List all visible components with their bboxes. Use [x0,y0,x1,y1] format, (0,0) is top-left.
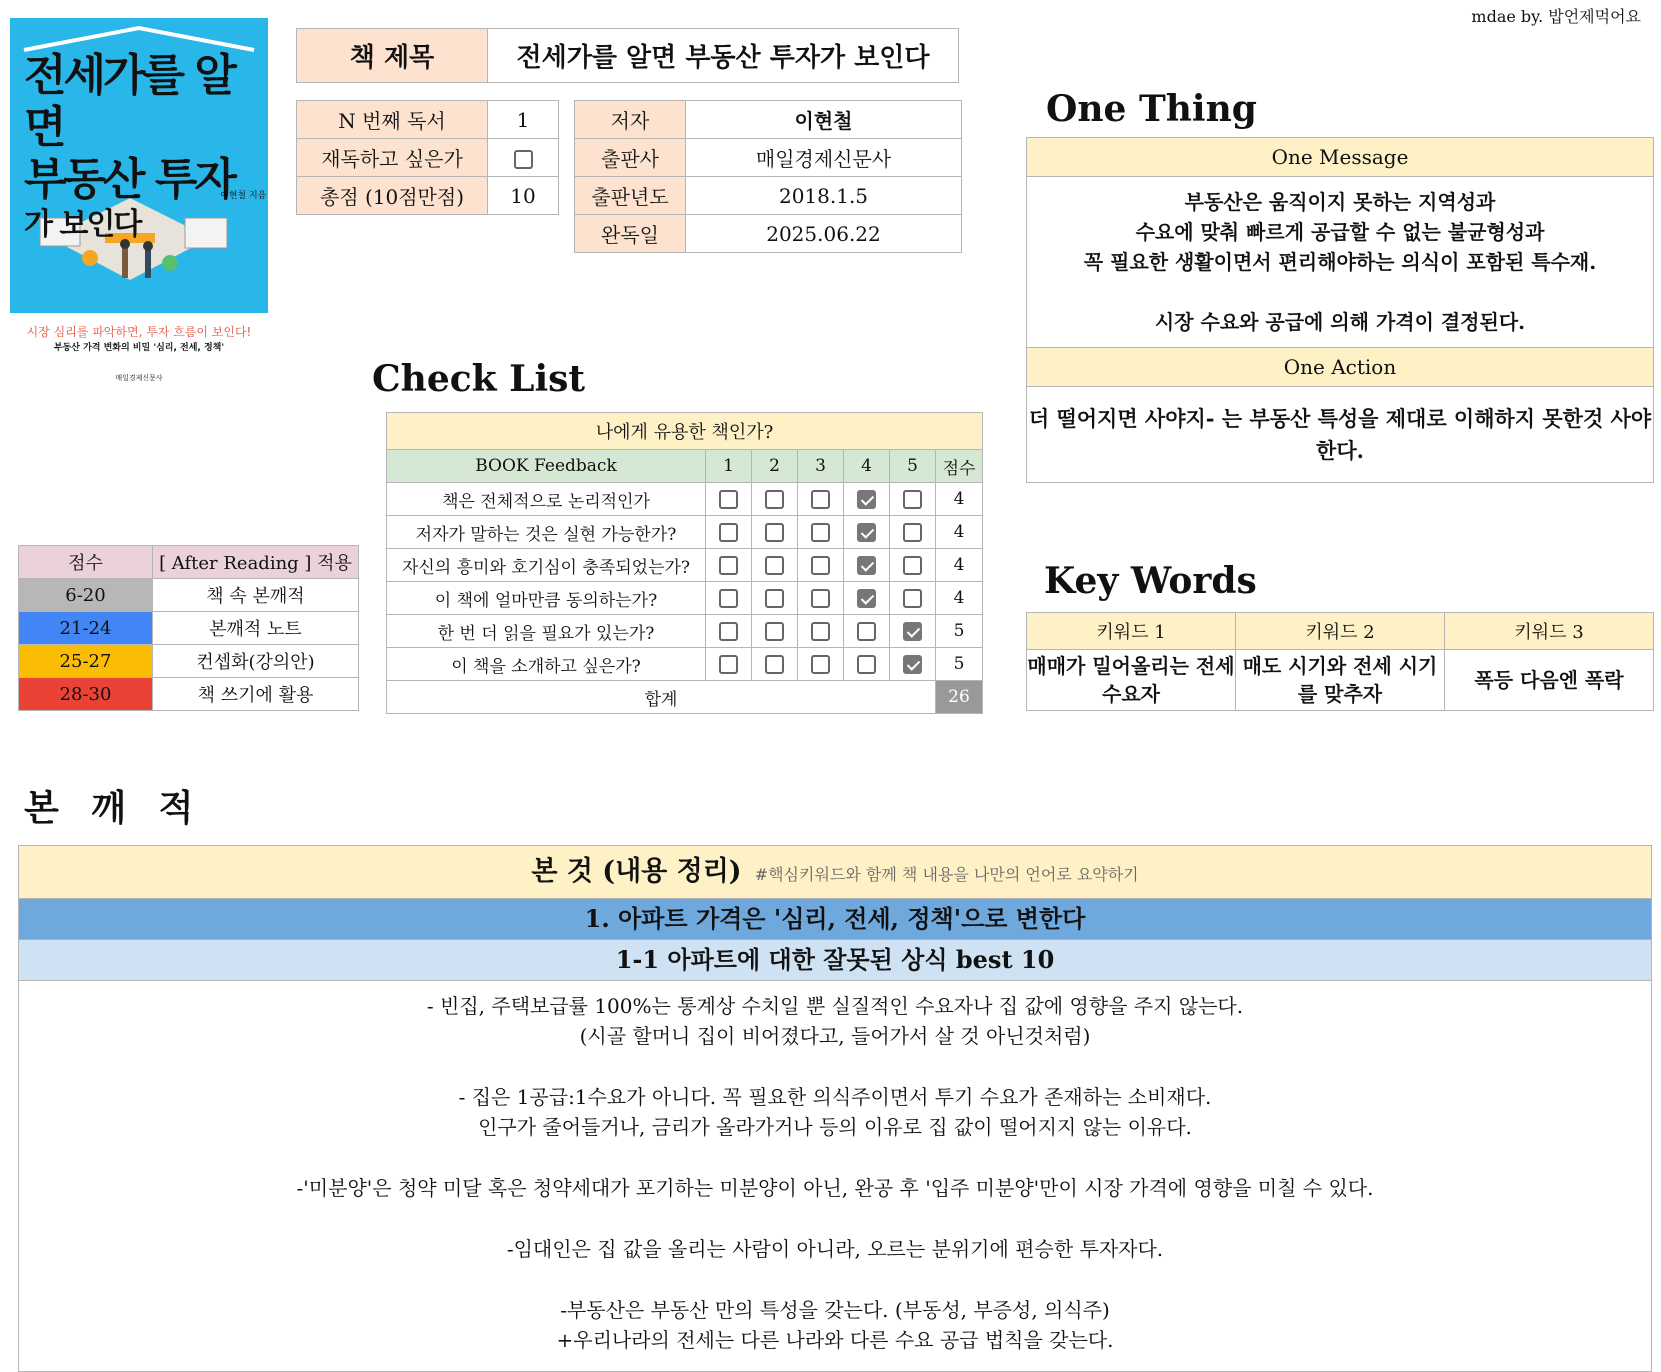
summary-line: - 빈집, 주택보급률 100%는 통계상 수치일 뿐 실질적인 수요자나 집 값에 영향을 주지 않는다. [426,994,1244,1018]
summary-paragraph [19,1173,1651,1203]
seen-tag: #핵심키워드와 함께 책 내용을 나만의 언어로 요약하기 [754,865,1139,884]
check-row [387,483,983,516]
summary-line: (시골 할머니 집이 비어졌다고, 들어가서 살 것 아닌것처럼) [579,1024,1091,1048]
rating-checkbox-1[interactable] [719,523,738,542]
cover-title-line1: 전세가를 알면 [24,50,234,153]
col-3: 3 [798,450,844,483]
keyword-2-value: 매도 시기와 전세 시기를 맞추자 [1236,650,1445,711]
check-row [387,516,983,549]
score-legend-table [18,545,359,711]
book-title-table [296,28,959,83]
total-score-value: 10 [488,177,559,215]
finished-date-value: 2025.06.22 [686,215,962,253]
check-row [387,615,983,648]
rating-checkbox-5[interactable] [903,490,922,509]
legend-row [19,579,359,612]
bkj-heading: 본 깨 적 [24,788,204,829]
col-score: 점수 [936,450,983,483]
rating-checkbox-3[interactable] [811,523,830,542]
message-line: 꼭 필요한 생활이면서 편리해야하는 의식이 포함된 특수재. [1083,250,1597,274]
rating-checkbox-1[interactable] [719,556,738,575]
pub-year-value: 2018.1.5 [686,177,962,215]
rating-checkbox-2[interactable] [765,490,784,509]
rating-checkbox-3[interactable] [811,622,830,641]
legend-range: 28-30 [19,678,153,711]
col-1: 1 [706,450,752,483]
check-list-table [386,412,983,714]
keyword-3-label: 키워드 3 [1445,613,1654,650]
bkj-section [18,845,1652,1372]
check-question: 한 번 더 읽을 필요가 있는가? [387,615,706,648]
rating-checkbox-3[interactable] [811,556,830,575]
pub-year-label: 출판년도 [575,177,686,215]
book-cover [10,18,268,398]
summary-line: -'미분양'은 청약 미달 혹은 청약세대가 포기하는 미분양이 아닌, 완공 후 '입주 미분양'만이 시장 가격에 영향을 미칠 수 있다. [296,1176,1374,1200]
rating-checkbox-1[interactable] [719,589,738,608]
legend-apply: 책 속 본깨적 [153,579,359,612]
publisher-value: 매일경제신문사 [686,139,962,177]
rating-checkbox-4[interactable] [857,490,876,509]
read-count-label: N 번째 독서 [297,101,488,139]
check-score: 4 [936,582,983,615]
check-score: 5 [936,615,983,648]
check-question: 저자가 말하는 것은 실현 가능한가? [387,516,706,549]
cover-tagline: 시장 심리를 파악하면, 투자 흐름이 보인다! [26,325,252,339]
cover-publisher: 매일경제신문사 [115,374,163,382]
summary-paragraph [19,991,1651,1051]
book-info-table [574,100,962,253]
author-value: 이현철 [686,101,962,139]
col-5: 5 [890,450,936,483]
summary-line: +우리나라의 전세는 다른 나라와 다른 수요 공급 법칙을 갖는다. [556,1328,1114,1352]
col-4: 4 [844,450,890,483]
legend-col-score: 점수 [19,546,153,579]
one-thing-table [1026,137,1654,483]
rating-checkbox-4[interactable] [857,556,876,575]
rating-checkbox-5[interactable] [903,556,922,575]
reading-info-table [296,100,559,215]
message-spacer [1027,277,1653,307]
rating-checkbox-2[interactable] [765,622,784,641]
legend-apply: 책 쓰기에 활용 [153,678,359,711]
legend-apply: 본깨적 노트 [153,612,359,645]
check-question: 이 책에 얼마만큼 동의하는가? [387,582,706,615]
rating-checkbox-5[interactable] [903,655,922,674]
summary-line: -임대인은 집 값을 올리는 사람이 아니라, 오르는 분위기에 편승한 투자자다. [506,1237,1164,1261]
one-action-text: 더 떨어지면 사야지- 는 부동산 특성을 제대로 이해하지 못한것 사야한다. [1027,387,1654,483]
rating-checkbox-5[interactable] [903,622,922,641]
keyword-3-value: 폭등 다음엔 폭락 [1445,650,1654,711]
keyword-1-value: 매매가 밀어올리는 전세수요자 [1027,650,1236,711]
check-row [387,582,983,615]
reread-checkbox[interactable] [514,150,533,169]
summary-line: - 집은 1공급:1수요가 아니다. 꼭 필요한 의식주이면서 투기 수요가 존재하는 소비재다. [458,1085,1212,1109]
cover-background [10,18,268,313]
rating-checkbox-2[interactable] [765,655,784,674]
rating-checkbox-5[interactable] [903,589,922,608]
read-count-value: 1 [488,101,559,139]
finished-date-label: 완독일 [575,215,686,253]
check-question: 책은 전체적으로 논리적인가 [387,483,706,516]
cover-title-line3: 가 보인다 [24,207,141,242]
rating-checkbox-1[interactable] [719,655,738,674]
legend-row [19,612,359,645]
reread-label: 재독하고 싶은가 [297,139,488,177]
rating-checkbox-2[interactable] [765,589,784,608]
seen-title: 본 것 (내용 정리) [531,856,742,887]
check-list-heading: Check List [372,358,586,400]
legend-range: 6-20 [19,579,153,612]
col-feedback: BOOK Feedback [387,450,706,483]
check-row [387,549,983,582]
cover-title [24,50,267,244]
author-label: 저자 [575,101,686,139]
check-score: 4 [936,516,983,549]
cover-title-line2: 부동산 투자 [24,154,234,205]
rating-checkbox-4[interactable] [857,622,876,641]
one-message-text [1027,177,1654,348]
publisher-label: 출판사 [575,139,686,177]
summary-content [19,981,1651,1371]
legend-row [19,678,359,711]
summary-paragraph [19,1234,1651,1264]
legend-row [19,645,359,678]
one-message-label: One Message [1027,138,1654,177]
keyword-2-label: 키워드 2 [1236,613,1445,650]
check-score: 5 [936,648,983,681]
summary-paragraph [19,1295,1651,1355]
legend-range: 21-24 [19,612,153,645]
summary-line: -부동산은 부동산 만의 특성을 갖는다. (부동성, 부증성, 의식주) [560,1298,1110,1322]
total-value: 26 [936,681,983,714]
subchapter-heading: 1-1 아파트에 대한 잘못된 상식 best 10 [19,940,1651,981]
legend-apply: 컨셉화(강의안) [153,645,359,678]
legend-col-apply: [ After Reading ] 적용 [153,546,359,579]
rating-checkbox-1[interactable] [719,490,738,509]
summary-paragraph [19,1082,1651,1142]
legend-range: 25-27 [19,645,153,678]
seen-header [19,846,1651,899]
col-2: 2 [752,450,798,483]
rating-checkbox-1[interactable] [719,622,738,641]
rating-checkbox-5[interactable] [903,523,922,542]
summary-line: 인구가 줄어들거나, 금리가 올라가거나 등의 이유로 집 값이 떨어지지 않는 이유다. [478,1115,1192,1139]
message-line: 부동산은 움직이지 못하는 지역성과 [1184,190,1496,214]
chapter-heading: 1. 아파트 가격은 '심리, 전세, 정책'으로 변한다 [19,899,1651,940]
rating-checkbox-3[interactable] [811,490,830,509]
check-question: 이 책을 소개하고 싶은가? [387,648,706,681]
key-words-heading: Key Words [1044,560,1257,602]
check-score: 4 [936,483,983,516]
cover-subtitle: 부동산 가격 변화의 비밀 '심리, 전세, 정책' [53,343,225,353]
rating-checkbox-4[interactable] [857,589,876,608]
message-line: 수요에 맞춰 빠르게 공급할 수 없는 불균형성과 [1135,220,1545,244]
rating-checkbox-4[interactable] [857,523,876,542]
check-row [387,648,983,681]
book-title-label: 책 제목 [297,29,488,83]
message-line: 시장 수요와 공급에 의해 가격이 결정된다. [1154,310,1526,334]
total-score-label: 총점 (10점만점) [297,177,488,215]
check-list-title: 나에게 유용한 책인가? [387,413,983,450]
cover-author: 이현철 지음 [220,191,267,201]
total-label: 합계 [387,681,936,714]
credit-text: mdae by. 밥언제먹어요 [1471,7,1641,26]
one-thing-heading: One Thing [1046,88,1257,130]
rating-checkbox-2[interactable] [765,556,784,575]
book-title-value: 전세가를 알면 부동산 투자가 보인다 [488,29,959,83]
rating-checkbox-4[interactable] [857,655,876,674]
check-question: 자신의 흥미와 호기심이 충족되었는가? [387,549,706,582]
keyword-1-label: 키워드 1 [1027,613,1236,650]
key-words-table [1026,612,1654,711]
rating-checkbox-3[interactable] [811,655,830,674]
rating-checkbox-3[interactable] [811,589,830,608]
rating-checkbox-2[interactable] [765,523,784,542]
one-action-label: One Action [1027,348,1654,387]
check-score: 4 [936,549,983,582]
